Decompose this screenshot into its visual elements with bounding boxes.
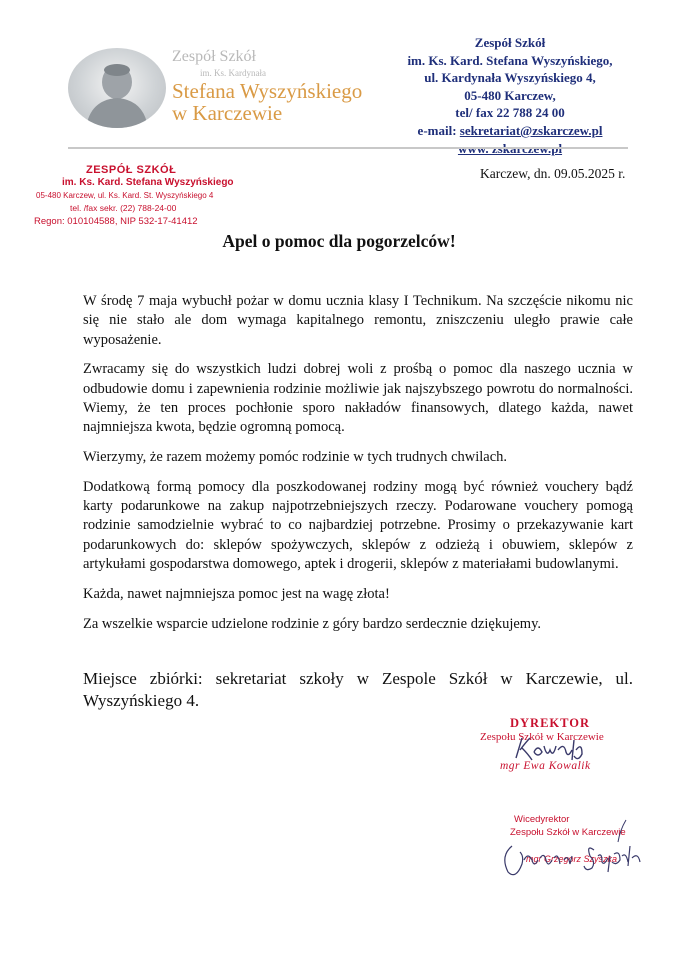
portrait-emblem (68, 48, 166, 128)
email-link[interactable]: sekretariat@zskarczew.pl (459, 122, 603, 138)
collection-point: Miejsce zbiórki: sekretariat szkoły w Zespole Szkół w Karczewie, ul. Wyszyńskiego 4. (83, 669, 633, 710)
stamp-line-patron: im. Ks. Kard. Stefana Wyszyńskiego (62, 177, 234, 188)
email-label: e-mail: (417, 122, 460, 138)
vice-director-org: Zespołu Szkół w Karczewie (510, 827, 626, 838)
header-line-city: 05-480 Karczew, (464, 87, 556, 103)
vice-director-title: Wicedyrektor (514, 814, 570, 825)
header-line-phone: tel/ fax 22 788 24 00 (455, 105, 565, 121)
director-name: mgr Ewa Kowalik (500, 760, 591, 772)
logo-text-town: w Karczewie (172, 101, 283, 125)
header-divider (68, 147, 628, 149)
director-title: DYREKTOR (510, 716, 591, 730)
school-contact-header (380, 34, 640, 157)
paragraph-vouchers: Dodatkową formą pomocy dla poszkodowanej rodziny mogą być również vouchery bądź karty podarunkowe na zakup najpotrzebniejszych rzeczy. Podarowane vouchery pomogą rodzinie samodzielnie wybrać to co najbardziej potrzebne. Prosimy o przekazywanie kart podarunkowych do: sklepów spożywczych, sklepów z odzieżą i obuwiem, sklepów z artykułami gospodarstwa domowego, aptek i drogerii, sklepów z materiałami budowlanymi. (83, 478, 633, 573)
director-org: Zespołu Szkół w Karczewie (480, 731, 604, 743)
school-logo (68, 40, 368, 130)
letter-body (83, 292, 633, 644)
header-line-patron: im. Ks. Kard. Stefana Wyszyńskiego, (407, 52, 613, 68)
letter-date: Karczew, dn. 09.05.2025 r. (480, 166, 626, 181)
header-line-street: ul. Kardynała Wyszyńskiego 4, (424, 70, 596, 86)
vice-director-handwritten-signature (498, 816, 648, 880)
paragraph-thanks: Za wszelkie wsparcie udzielone rodzinie z góry bardzo serdecznie dziękujemy. (83, 615, 542, 632)
header-line-email (380, 122, 640, 140)
stamp-line-school: ZESPÓŁ SZKÓŁ (86, 164, 177, 176)
header-line-school: Zespół Szkół (474, 35, 546, 50)
paragraph-appeal: Zwracamy się do wszystkich ludzi dobrej woli z prośbą o pomoc dla naszego ucznia w odbudowie domu i zapewnienia rodzinie możliwie jak najszybszego powrotu do normalności. Wiemy, że ten proces pochłonie sporo nakładów finansowych, dlatego każda, nawet najmniejsza kwota, będzie ogromną pomocą. (83, 361, 633, 436)
director-handwritten-signature (512, 732, 602, 768)
letter-title: Apel o pomoc dla pogorzelców! (222, 231, 456, 251)
logo-text-name: Stefana Wyszyńskiego (172, 79, 363, 103)
logo-text-cardinal: im. Ks. Kardynała (200, 68, 266, 78)
vice-director-name: mgr Grzegorz Szyszka (526, 854, 618, 864)
paragraph-fire: W środę 7 maja wybuchł pożar w domu ucznia klasy I Technikum. Na szczęście nikomu nic się nie stało ale dom wymaga kapitalnego remontu, zniszczeniu uległo prawie całe wyposażenie. (83, 293, 633, 348)
paragraph-belief: Wierzymy, że razem możemy pomóc rodzinie w tych trudnych chwilach. (83, 449, 508, 466)
logo-text-school: Zespół Szkół (172, 48, 256, 65)
stamp-line-address: 05-480 Karczew, ul. Ks. Kard. St. Wyszyńskiego 4 (36, 191, 214, 200)
stamp-line-phone: tel. /fax sekr. (22) 788-24-00 (70, 203, 177, 213)
stamp-line-regon: Regon: 010104588, NIP 532-17-41412 (34, 216, 198, 227)
paragraph-every-help: Każda, nawet najmniejsza pomoc jest na wagę złota! (83, 585, 390, 602)
